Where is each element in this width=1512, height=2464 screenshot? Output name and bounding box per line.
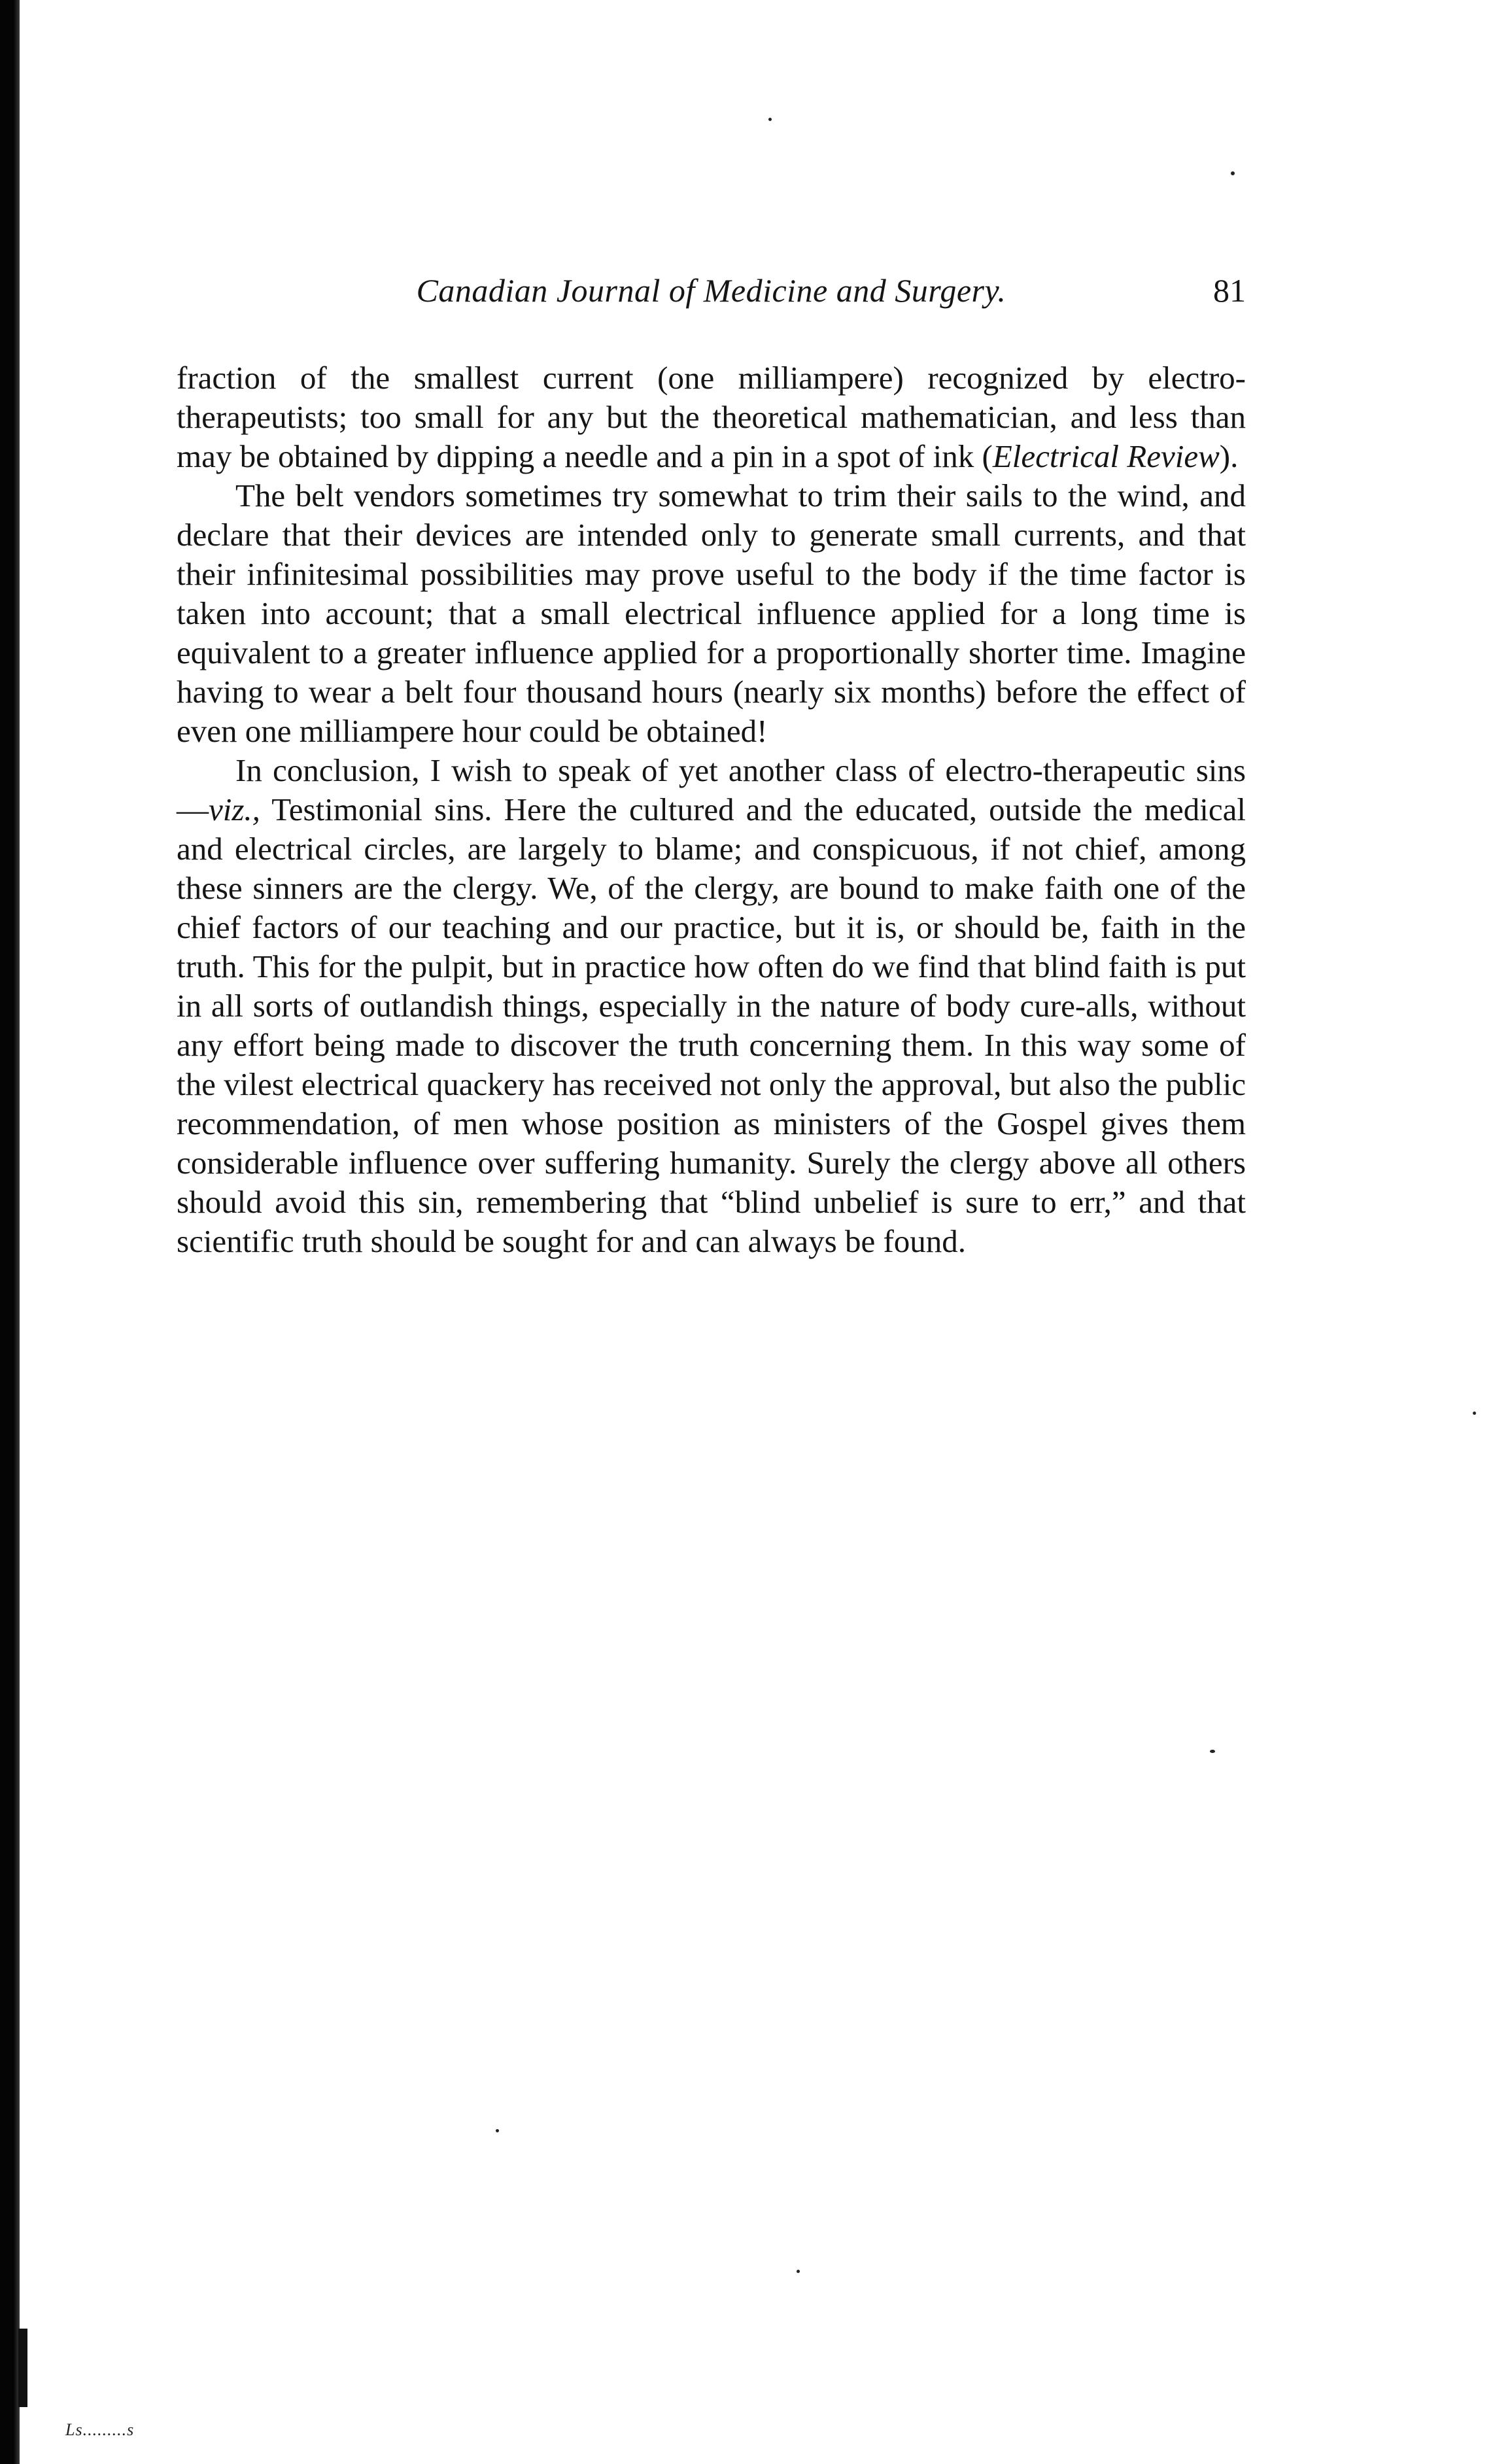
citation-electrical-review: Electrical Review	[992, 438, 1220, 474]
paragraph-3	[177, 751, 1246, 1261]
article-body	[177, 358, 1246, 1261]
binding-notch	[18, 2329, 27, 2407]
paragraph-3-rest: Testimonial sins. Here the cultured and the educated, outside the medical and electrical circles, are largely to blame; and conspicuous, if not chief, among these sinners are the clergy. We, of the clergy, are bound to make faith one of the chief factors of our teaching and our practice, but it is, or should be, faith in the truth. This for the pulpit, but in practice how often do we find that blind faith is put in all sorts of outlandish things, especially in the nature of body cure-alls, without any effort being made to discover the truth concerning them. In this way some of the vilest electrical quackery has received not only the approval, but also the public recommendation, of men whose position as ministers of the Gospel gives them considerable influence over suffering humanity. Surely the clergy above all others should avoid this sin, remembering that “blind unbelief is sure to err,” and that scientific truth should be sought for and can always be found.	[177, 791, 1246, 1259]
scan-speck	[1473, 1412, 1476, 1415]
scan-speck	[496, 2129, 499, 2132]
scan-speck	[768, 118, 772, 121]
page-header	[177, 271, 1246, 317]
scan-speck	[1210, 1750, 1215, 1753]
paragraph-1-end: ).	[1219, 438, 1239, 474]
paragraph-3-text: In conclusion, I wish to speak of yet another class of electro-therapeutic sins—	[177, 752, 1246, 827]
paragraph-2-text: The belt vendors sometimes try somewhat to trim their sails to the wind, and declare that their devices are intended only to generate small currents, and that their infinitesimal possibilities may prove useful to the body if the time factor is taken into account; that a small electrical influence applied for a long time is equivalent to a greater influence applied for a proportionally shorter time. Imagine having to wear a belt four thousand hours (nearly six months) before the effect of even one milliampere hour could be obtained!	[177, 477, 1246, 749]
paragraph-1-text: fraction of the smallest current (one milliampere) recognized by electro-therapeutists; too small for any but the theoretical mathematician, and less than may be obtained by dipping a needle and a pin in a spot of ink (	[177, 360, 1246, 474]
running-title: Canadian Journal of Medicine and Surgery.	[416, 272, 1006, 309]
paragraph-1	[177, 358, 1246, 476]
emphasis-viz: viz.,	[209, 791, 260, 827]
scan-speck	[1231, 171, 1235, 175]
paragraph-2	[177, 476, 1246, 751]
page-binding-edge	[0, 0, 20, 2464]
library-stamp: Ls.........s	[65, 2420, 135, 2439]
page-number: 81	[1213, 272, 1246, 309]
scan-speck	[797, 2270, 800, 2273]
